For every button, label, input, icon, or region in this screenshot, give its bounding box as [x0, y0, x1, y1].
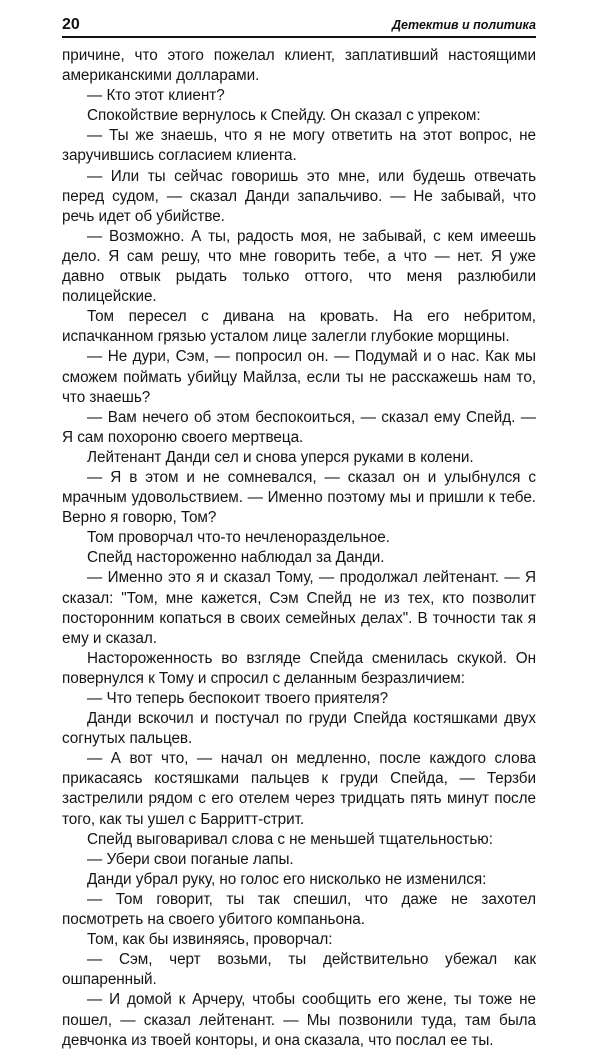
body-text — [62, 46, 536, 1051]
paragraph: — Кто этот клиент? — [87, 87, 225, 105]
paragraph: причине, что этого пожелал клиент, заплативший настоящими американскими долларами. — [62, 47, 536, 85]
header-rule — [62, 36, 536, 38]
paragraph: Настороженность во взгляде Спейда сменилась скукой. Он повернулся к Тому и спросил с деланным безразличием: — [62, 649, 536, 687]
paragraph: — И домой к Арчеру, чтобы сообщить его жене, ты тоже не пошел, — сказал лейтенант. — Мы позвонили туда, там была девчонка из твоей конторы, и она сказала, что послал ее ты. — [62, 991, 536, 1049]
paragraph: — Я в этом и не сомневался, — сказал он и улыбнулся с мрачным удовольствием. — Именно поэтому мы и пришли к тебе. Верно я говорю, Том? — [62, 468, 536, 527]
paragraph: — Ты же знаешь, что я не могу ответить на этот вопрос, не заручившись согласием клиента. — [62, 127, 536, 165]
paragraph: — Вам нечего об этом беспокоиться, — сказал ему Спейд. — Я сам похороню своего мертвеца. — [62, 408, 536, 446]
paragraph: Том проворчал что-то нечленораздельное. — [87, 529, 390, 547]
paragraph: — Сэм, черт возьми, ты действительно убежал как ошпаренный. — [62, 951, 536, 989]
paragraph: Том, как бы извиняясь, проворчал: — [87, 931, 333, 949]
paragraph: Спокойствие вернулось к Спейду. Он сказал с упреком: — [87, 107, 481, 125]
running-title: Детектив и политика — [392, 18, 536, 32]
paragraph: — Убери свои поганые лапы. — [87, 850, 294, 868]
paragraph: Спейд выговаривал слова с не меньшей тщательностью: — [87, 830, 493, 848]
page-number: 20 — [62, 16, 80, 33]
page-header — [62, 14, 536, 38]
paragraph: Лейтенант Данди сел и снова уперся руками в колени. — [87, 448, 474, 466]
paragraph: — Именно это я и сказал Тому, — продолжал лейтенант. — Я сказал: "Том, мне кажется, Сэм Спейд не из тех, кто позволит посторонним копаться в своих семейных делах". В точности так я ему и сказал. — [62, 569, 536, 647]
paragraph: — Том говорит, ты так спешил, что даже не захотел посмотреть на своего убитого компаньона. — [62, 890, 536, 929]
paragraph: — Или ты сейчас говоришь это мне, или будешь отвечать перед судом, — сказал Данди запальчиво. — Не забывай, что речь идет об убийстве. — [62, 167, 536, 225]
paragraph: — Что теперь беспокоит твоего приятеля? — [87, 690, 389, 707]
paragraph: Том пересел с дивана на кровать. На его небритом, испачканном грязью усталом лице залегли глубокие морщины. — [62, 308, 536, 346]
paragraph: Данди вскочил и постучал по груди Спейда костяшками двух согнутых пальцев. — [62, 710, 536, 748]
paragraph: — Возможно. А ты, радость моя, не забывай, с кем имеешь дело. Я сам решу, что мне говорить тебе, а что — нет. Я уже давно отвык рыдать только оттого, что меня разлюбили полицейские. — [62, 227, 536, 306]
paragraph: Данди убрал руку, но голос его нисколько не изменился: — [87, 870, 487, 888]
paragraph: — Не дури, Сэм, — попросил он. — Подумай и о нас. Как мы сможем поймать убийцу Майлза, если ты не расскажешь нам то, что знаешь? — [62, 348, 536, 406]
paragraph: Спейд настороженно наблюдал за Данди. — [87, 549, 385, 567]
paragraph: — А вот что, — начал он медленно, после каждого слова прикасаясь костяшками пальцев к груди Спейда, — Терзби застрелили рядом с его отелем через тридцать пять минут после того, как ты ушел с Барритт-стрит. — [62, 750, 536, 828]
